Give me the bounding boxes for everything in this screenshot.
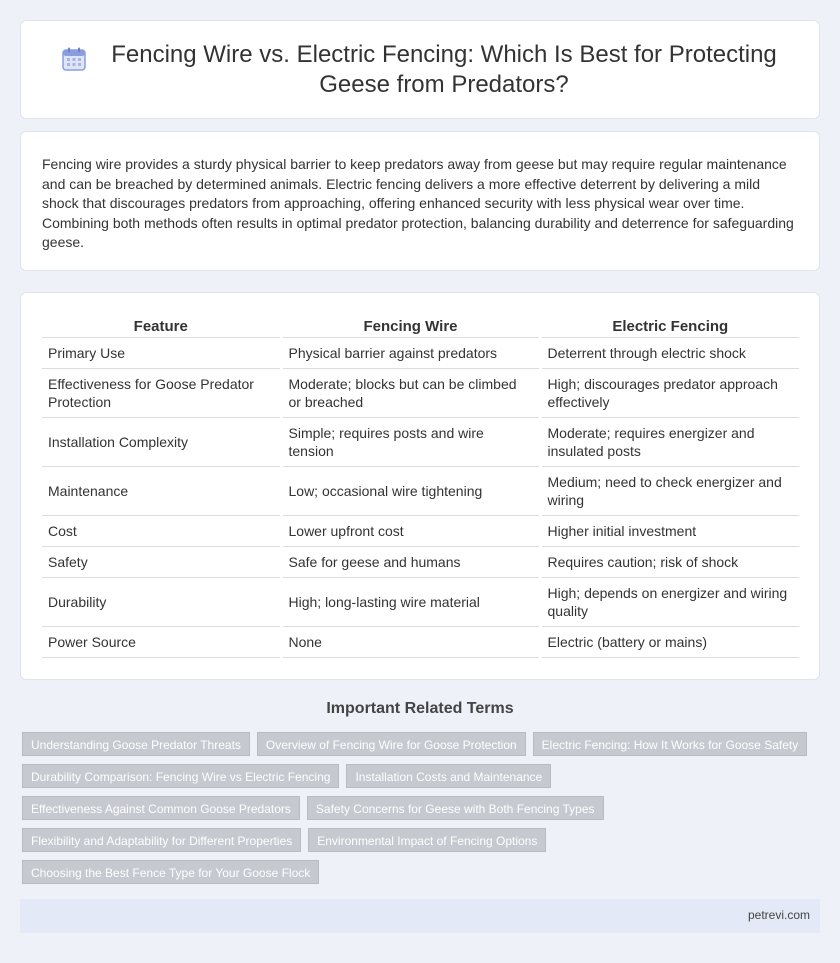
- related-tags: [22, 732, 822, 892]
- table-cell: Low; occasional wire tightening: [281, 467, 540, 516]
- tag-link[interactable]: Installation Costs and Maintenance: [346, 764, 551, 788]
- table-row: [42, 627, 799, 658]
- calendar-icon: [61, 46, 87, 72]
- table-cell: Cost: [42, 516, 281, 547]
- header-fencing-wire: Fencing Wire: [281, 314, 540, 338]
- header-feature: Feature: [42, 314, 281, 338]
- table-cell: High; long-lasting wire material: [281, 578, 540, 627]
- table-row: [42, 338, 799, 369]
- table-cell: Deterrent through electric shock: [540, 338, 799, 369]
- table-row: [42, 578, 799, 627]
- table-row: [42, 467, 799, 516]
- table-cell: Electric (battery or mains): [540, 627, 799, 658]
- table-cell: Power Source: [42, 627, 281, 658]
- table-cell: Primary Use: [42, 338, 281, 369]
- table-cell: Safety: [42, 547, 281, 578]
- table-cell: High; depends on energizer and wiring quality: [540, 578, 799, 627]
- tag-link[interactable]: Durability Comparison: Fencing Wire vs Electric Fencing: [22, 764, 339, 788]
- table-row: [42, 418, 799, 467]
- table-cell: Medium; need to check energizer and wiring: [540, 467, 799, 516]
- table-cell: Moderate; requires energizer and insulated posts: [540, 418, 799, 467]
- tag-link[interactable]: Flexibility and Adaptability for Different Properties: [22, 828, 301, 852]
- table-cell: Simple; requires posts and wire tension: [281, 418, 540, 467]
- table-row: [42, 547, 799, 578]
- summary-text: Fencing wire provides a sturdy physical barrier to keep predators away from geese but may require regular maintenance and can be breached by determined animals. Electric fencing delivers a more effective deterrent by delivering a mild shock that discourages predators from approaching, offering enhanced security with less physical wear over time. Combining both methods often results in optimal predator protection, balancing durability and deterrence for safeguarding geese.: [42, 156, 794, 251]
- table-cell: High; discourages predator approach effectively: [540, 369, 799, 418]
- table-cell: Maintenance: [42, 467, 281, 516]
- comparison-card: [20, 292, 820, 680]
- tag-link[interactable]: Safety Concerns for Geese with Both Fencing Types: [307, 796, 604, 820]
- tag-link[interactable]: Effectiveness Against Common Goose Predators: [22, 796, 300, 820]
- table-cell: Moderate; blocks but can be climbed or breached: [281, 369, 540, 418]
- title-card: [20, 20, 820, 119]
- header-electric-fencing: Electric Fencing: [540, 314, 799, 338]
- table-row: [42, 516, 799, 547]
- table-cell: Installation Complexity: [42, 418, 281, 467]
- table-cell: Effectiveness for Goose Predator Protection: [42, 369, 281, 418]
- table-cell: Safe for geese and humans: [281, 547, 540, 578]
- table-header-row: [42, 314, 799, 338]
- table-cell: Physical barrier against predators: [281, 338, 540, 369]
- table-cell: Higher initial investment: [540, 516, 799, 547]
- related-terms-title: Important Related Terms: [326, 700, 514, 717]
- tag-link[interactable]: Environmental Impact of Fencing Options: [308, 828, 546, 852]
- footer-site-link[interactable]: petrevi.com: [747, 908, 810, 922]
- page-title: Fencing Wire vs. Electric Fencing: Which Is Best for Protecting Geese from Predators?: [111, 40, 777, 98]
- tag-link[interactable]: Understanding Goose Predator Threats: [22, 732, 250, 756]
- title-wrap: [21, 21, 819, 118]
- table-cell: Durability: [42, 578, 281, 627]
- tag-link[interactable]: Overview of Fencing Wire for Goose Protection: [257, 732, 526, 756]
- tag-link[interactable]: Choosing the Best Fence Type for Your Goose Flock: [22, 860, 319, 884]
- tag-link[interactable]: Electric Fencing: How It Works for Goose Safety: [533, 732, 808, 756]
- footer: [20, 899, 820, 933]
- table-cell: Lower upfront cost: [281, 516, 540, 547]
- comparison-table: [42, 314, 799, 658]
- summary-card: [20, 131, 820, 271]
- table-cell: None: [281, 627, 540, 658]
- table-row: [42, 369, 799, 418]
- table-cell: Requires caution; risk of shock: [540, 547, 799, 578]
